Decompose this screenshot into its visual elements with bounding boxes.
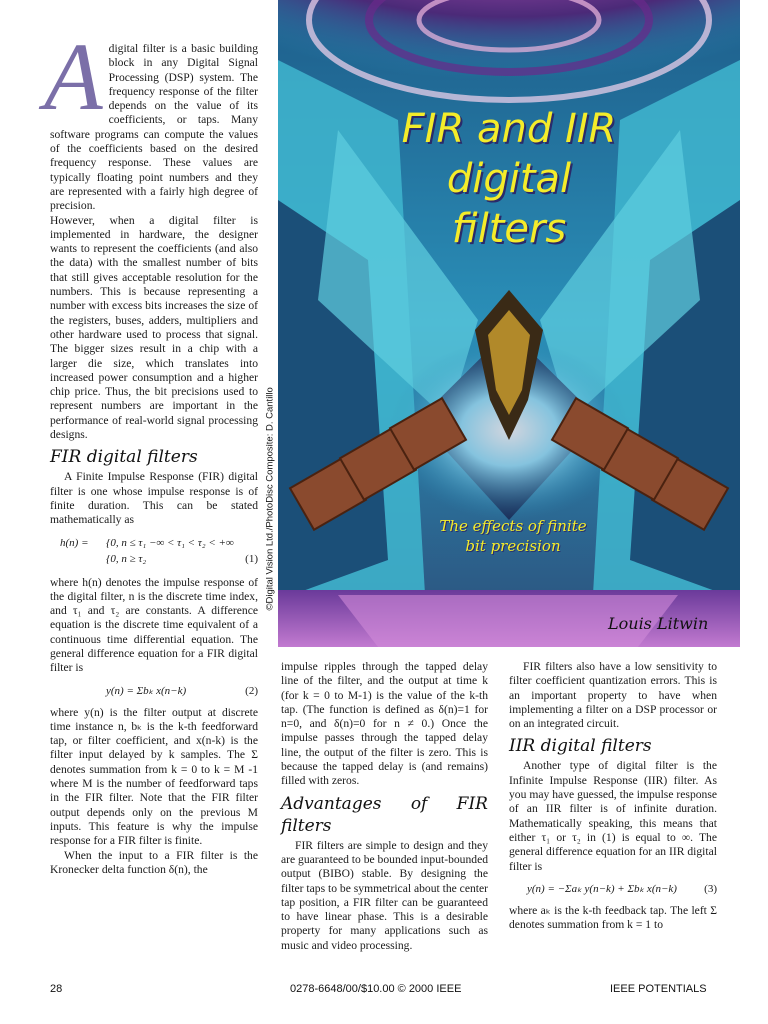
photo-credit: ©Digital Vision Ltd./PhotoDisc Composite: D. Cantillo: [264, 387, 276, 611]
section-heading-iir: IIR digital filters: [509, 736, 652, 757]
article-subtitle: The effects of finite bit precision: [439, 517, 587, 555]
equation-number: (2): [245, 684, 258, 697]
equation-number: (1): [245, 552, 258, 565]
left-column: [44, 23, 258, 877]
paragraph: impulse ripples through the tapped delay line of the filter, and the output at time k (for k = 0 to M-1) is the value of the k-th tap. (The function is defined as δ(n)=1 for n=0, and δ(n)=0 for n ≠ 0.) Once the impulse passes through the tapped delay line, the output of the filter is zero. This is because the tapped delay is (and remains) filled with zeros.: [281, 660, 488, 788]
intro-paragraph: A digital filter is a basic building block in any Digital Signal Processing (DSP) system. The frequency response of the filter depends on the value of its coefficients, or taps. Many software programs can compute the values of the coefficients based on the desired frequency response. These values are typically floating point numbers and they are represented with a fairly high degree of precision.: [44, 23, 258, 213]
section-heading-fir: FIR digital filters: [50, 447, 198, 468]
paragraph: where aₖ is the k-th feedback tap. The left Σ denotes summation from k = 1 to: [509, 903, 717, 932]
paragraph: where h(n) denotes the impulse response of the digital filter, n is the discrete time index, and τ₁ and τ₂ are constants. A difference equation is the discrete time equivalent of a continuous time differential equation. The general difference equation for a FIR digital filter is: [50, 575, 258, 675]
right-column: [509, 660, 717, 932]
paragraph: Another type of digital filter is the Infinite Impulse Response (IIR) filter. As you may have guessed, the impulse response of an IIR filter is of infinite duration. Mathematically speaking, this means that either τ₁ or τ₂ in (1) is equal to ∞. The general difference equation for an IIR digital filter is: [509, 759, 717, 873]
equation-1: h(n) = {0, n ≤ τ₁ −∞ < τ₁ < τ₂ < +∞ {0, n ≥ τ₂ (1): [60, 536, 258, 565]
cover-artwork: [278, 0, 740, 647]
section-heading-advantages: Advantages of FIR filters: [281, 793, 488, 836]
page-number: 28: [50, 983, 63, 995]
equation-number: (3): [704, 882, 717, 895]
paragraph: where y(n) is the filter output at discrete time instance n, bₖ is the k-th feedforward tap, or filter coefficient, and x(n-k) is the filter input delayed by k samples. The Σ denotes summation from k = 0 to k = M -1 where M is the number of feedforward taps in the FIR filter. Note that the FIR filter output depends only on the previous M inputs. This feature is why the impulse response for a FIR filter is finite.: [50, 705, 258, 848]
author-name: Louis Litwin: [608, 614, 709, 633]
drop-cap: A: [44, 23, 103, 130]
journal-name: IEEE POTENTIALS: [610, 983, 707, 995]
equation-2: y(n) = Σbₖ x(n−k) (2): [106, 684, 258, 697]
paragraph: When the input to a FIR filter is the Kronecker delta function δ(n), the: [50, 848, 258, 876]
copyright-line: 0278-6648/00/$10.00 © 2000 IEEE: [290, 983, 462, 995]
equation-3: y(n) = −Σaₖ y(n−k) + Σbₖ x(n−k) (3): [527, 882, 717, 895]
article-title: FIR and IIR digital filters: [401, 106, 617, 252]
paragraph: A Finite Impulse Response (FIR) digital filter is one whose impulse response is of finite duration. This can be stated mathematically as: [50, 470, 258, 527]
paragraph: FIR filters also have a low sensitivity to filter coefficient quantization errors. This is an important property to have when implementing a filter on a DSP processor or on an integrated circuit.: [509, 660, 717, 731]
paragraph: FIR filters are simple to design and they are guaranteed to be bounded input-bounded output (BIBO) stable. By designing the filter taps to be symmetrical about the center tap position, a FIR filter can be guaranteed to have linear phase. This is a desirable property for many applications such as music and video processing.: [281, 838, 489, 952]
middle-column: [281, 660, 488, 953]
paragraph: However, when a digital filter is implemented in hardware, the designer wants to represent the coefficients (and also the data) with the smallest number of bits that still gives acceptable resolution for the numbers. This is because representing a number with excess bits increases the size of the registers, buses, adders, multipliers and other hardware used to process that signal. The bigger sizes result in a chip with a larger die size, which translates into increased power consumption and a higher chip price. Thus, the bit precisions used to represent numbers are important in the performance of real-world signal processing designs.: [50, 213, 258, 442]
